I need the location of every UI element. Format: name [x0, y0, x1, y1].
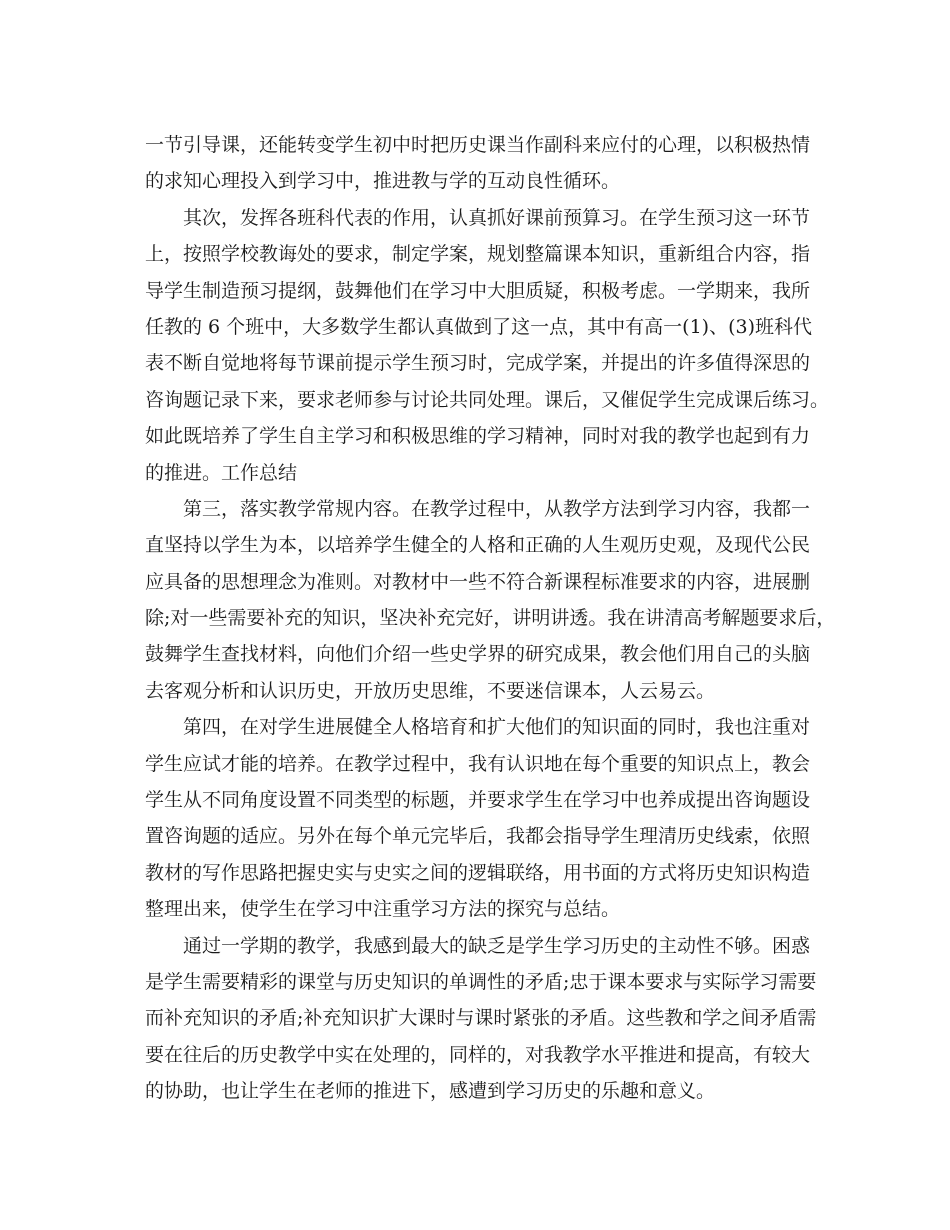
text-line: 鼓舞学生查找材料，向他们介绍一些史学界的研究成果，教会他们用自己的头脑 [145, 643, 811, 666]
text-line: 任教的 6 个班中，大多数学生都认真做到了这一点，其中有高一(1)、(3)班科代 [145, 315, 812, 338]
paragraph-start-line: 第四，在对学生进展健全人格培育和扩大他们的知识面的同时，我也注重对 [183, 716, 811, 739]
text-line: 教材的写作思路把握史实与史实之间的逻辑联络，用书面的方式将历史知识构造 [145, 861, 811, 884]
text-line: 直坚持以学生为本，以培养学生健全的人格和正确的人生观历史观，及现代公民 [145, 534, 811, 557]
text-line: 一节引导课，还能转变学生初中时把历史课当作副科来应付的心理，以积极热情 [145, 134, 811, 156]
text-line: 咨询题记录下来，要求老师参与讨论共同处理。课后，又催促学生完成课后练习。 [145, 388, 830, 411]
paragraph-start-line: 第三，落实教学常规内容。在教学过程中，从教学方法到学习内容，我都一 [183, 497, 811, 520]
text-line: 去客观分析和认识历史，开放历史思维，不要迷信课本，人云易云。 [145, 679, 716, 702]
text-line: 学生从不同角度设置不同类型的标题，并要求学生在学习中也养成提出咨询题设 [145, 789, 811, 812]
document-body [145, 127, 836, 1110]
text-line: 要在往后的历史教学中实在处理的，同样的，对我教学水平推进和提高，有较大 [145, 1043, 811, 1066]
text-line: 的推进。工作总结 [145, 461, 298, 484]
text-line: 是学生需要精彩的课堂与历史知识的单调性的矛盾;忠于课本要求与实际学习需要 [145, 970, 817, 993]
text-line: 而补充知识的矛盾;补充知识扩大课时与课时紧张的矛盾。这些教和学之间矛盾需 [145, 1007, 817, 1030]
text-line: 的求知心理投入到学习中，推进教与学的互动良性循环。 [145, 170, 621, 193]
text-line: 学生应试才能的培养。在教学过程中，我有认识地在每个重要的知识点上，教会 [145, 752, 811, 775]
text-line: 整理出来，使学生在学习中注重学习方法的探究与总结。 [145, 898, 621, 921]
text-line: 的协助，也让学生在老师的推进下，感遭到学习历史的乐趣和意义。 [145, 1080, 716, 1103]
paragraph-start-line: 其次，发挥各班科代表的作用，认真抓好课前预算习。在学生预习这一环节 [183, 206, 811, 229]
text-line: 如此既培养了学生自主学习和积极思维的学习精神，同时对我的教学也起到有力 [145, 425, 811, 448]
text-line: 表不断自觉地将每节课前提示学生预习时，完成学案，并提出的许多值得深思的 [145, 352, 811, 375]
text-line: 除;对一些需要补充的知识，坚决补充完好，讲明讲透。我在讲清高考解题要求后， [145, 607, 836, 630]
text-line: 应具备的思想理念为准则。对教材中一些不符合新课程标准要求的内容，进展删 [145, 570, 811, 593]
text-line: 置咨询题的适应。另外在每个单元完毕后，我都会指导学生理清历史线索，依照 [145, 825, 811, 848]
text-line: 导学生制造预习提纲，鼓舞他们在学习中大胆质疑，积极考虑。一学期来，我所 [145, 279, 811, 302]
text-line: 上，按照学校教诲处的要求，制定学案，规划整篇课本知识，重新组合内容，指 [145, 243, 811, 266]
paragraph-start-line: 通过一学期的教学，我感到最大的缺乏是学生学习历史的主动性不够。困惑 [183, 934, 811, 957]
